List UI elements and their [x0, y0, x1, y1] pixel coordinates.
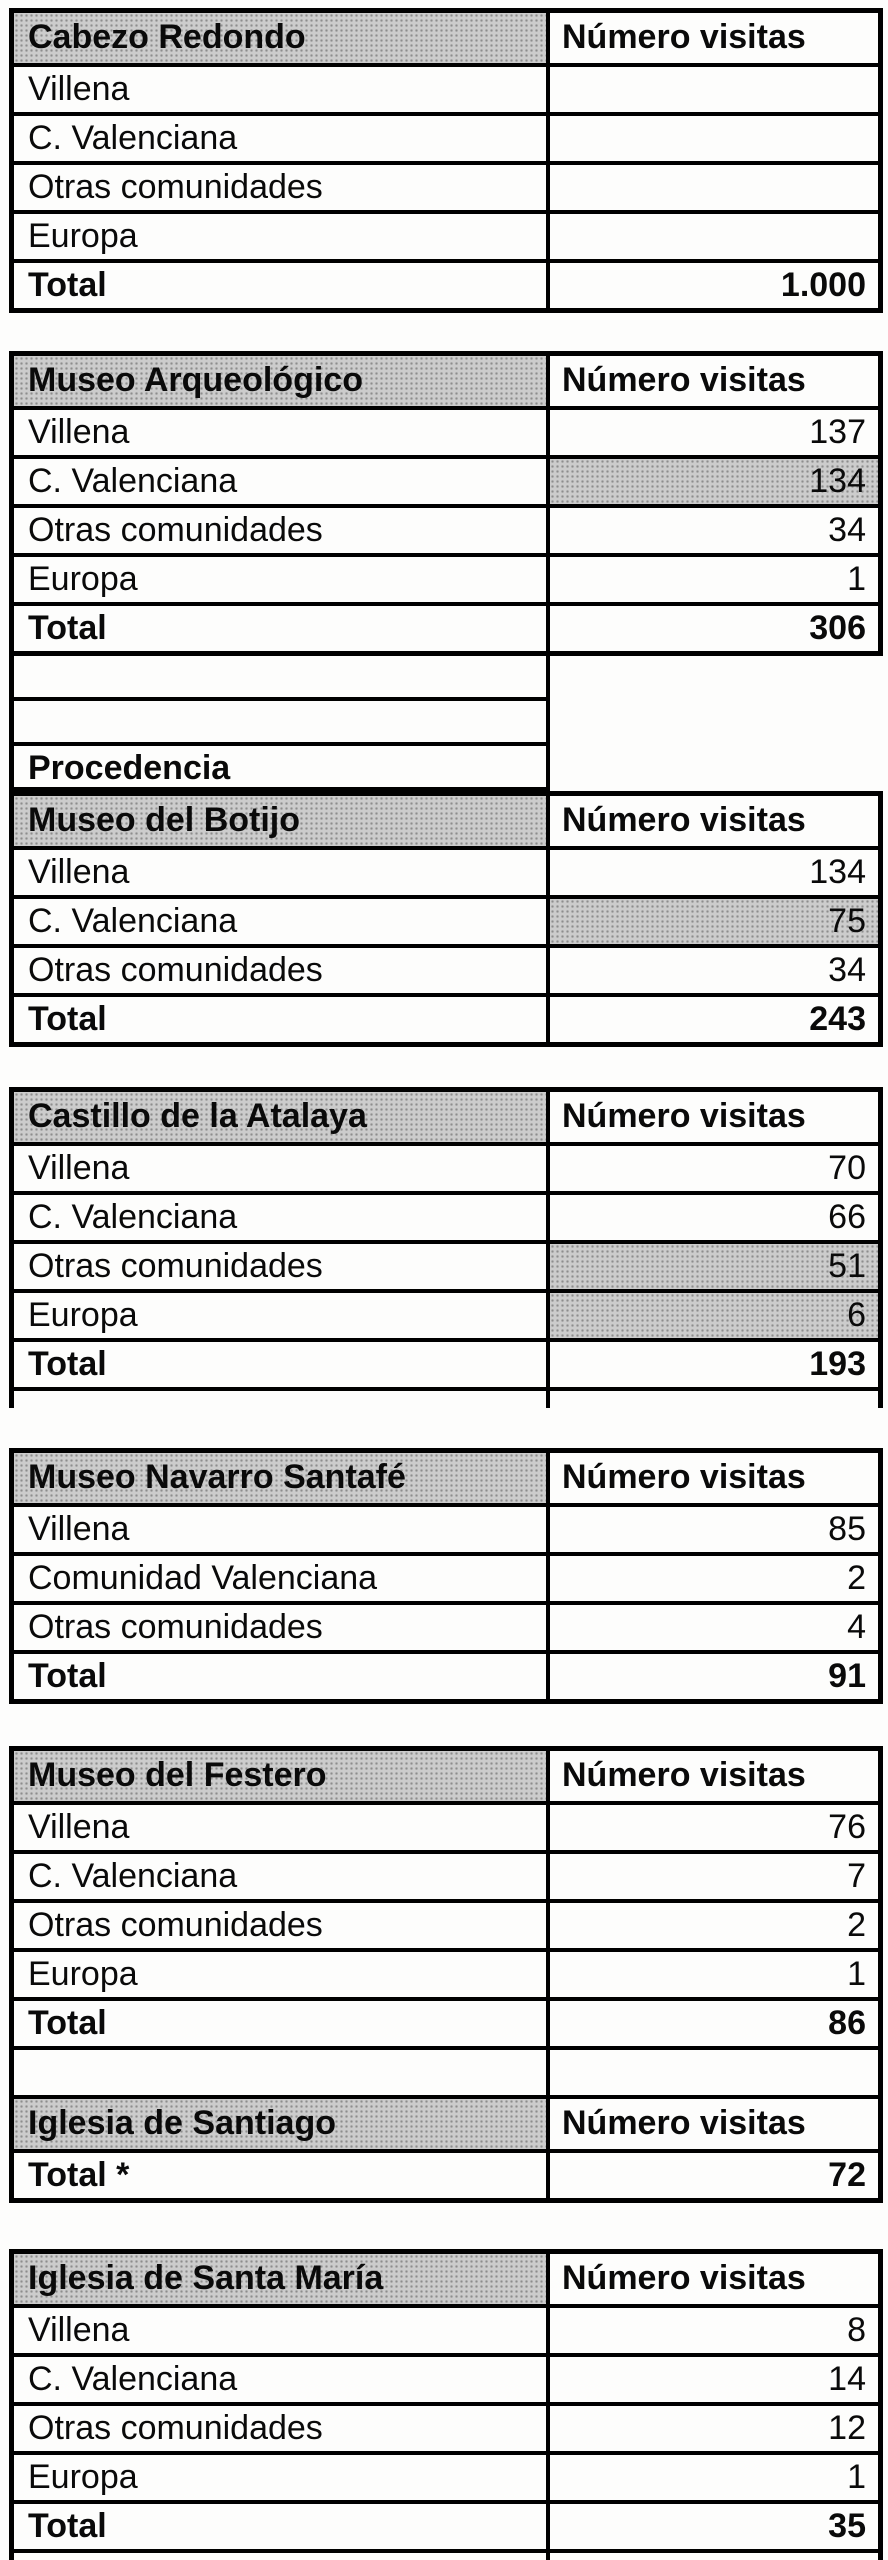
origin-label-cell: Europa	[14, 557, 550, 602]
iglesia-de-santa-maria-table	[9, 2249, 883, 2560]
total-value-cell: 1.000	[780, 266, 866, 304]
origin-label-cell: Otras comunidades	[14, 1903, 550, 1948]
visits-value-cell: 134	[809, 853, 866, 891]
visits-value-cell	[550, 2050, 878, 2095]
visits-value-cell: 2	[847, 1906, 866, 1944]
total-label-cell: Total	[14, 2001, 550, 2046]
visits-header-cell: Número visitas	[562, 361, 806, 399]
origin-label-cell: C. Valenciana	[14, 459, 550, 504]
table-row	[14, 2402, 878, 2451]
visits-header-cell: Número visitas	[562, 2259, 806, 2297]
origin-label-cell: Europa	[14, 1293, 550, 1338]
table-row	[14, 944, 878, 993]
visits-value-cell: 14	[828, 2360, 866, 2398]
visits-value-cell	[550, 746, 883, 791]
spacer-4	[9, 1704, 883, 1746]
header-row	[14, 13, 878, 63]
origin-label-cell	[9, 701, 550, 746]
header-row	[14, 2254, 878, 2304]
visits-value-cell: 12	[828, 2409, 866, 2447]
origin-label-cell: Villena	[14, 410, 550, 455]
visits-value-cell	[550, 67, 878, 112]
table-row	[14, 406, 878, 455]
spacer-1	[9, 313, 883, 351]
table-title-cell: Museo del Festero	[14, 1751, 550, 1801]
origin-label-cell: Otras comunidades	[14, 1605, 550, 1650]
table-row	[14, 2304, 878, 2353]
origin-label-cell: Otras comunidades	[14, 948, 550, 993]
origin-label-cell: Villena	[14, 1805, 550, 1850]
procedencia-section	[9, 656, 883, 791]
origin-label-cell: Comunidad Valenciana	[14, 1556, 550, 1601]
empty-row	[14, 2549, 878, 2560]
table-title-cell: Museo Arqueológico	[14, 356, 550, 406]
total-value-cell: 243	[809, 1000, 866, 1038]
empty-row	[9, 701, 883, 746]
total-value-cell: 35	[828, 2507, 866, 2545]
total-row	[14, 2500, 878, 2549]
spacer-2	[9, 1047, 883, 1087]
origin-label-cell: Otras comunidades	[14, 165, 550, 210]
procedencia-label: Procedencia	[9, 746, 550, 791]
table-row	[14, 895, 878, 944]
visits-value-cell: 70	[828, 1149, 866, 1187]
visits-value-cell: 75	[550, 899, 878, 944]
total-label-cell: Total	[14, 1654, 550, 1699]
total-row	[14, 993, 878, 1042]
visits-value-cell: 34	[828, 511, 866, 549]
origin-label-cell: Villena	[14, 1146, 550, 1191]
visits-header-cell: Número visitas	[562, 1097, 806, 1135]
total-row	[14, 1997, 878, 2046]
header-row	[14, 796, 878, 846]
total-label-cell: Total	[14, 2504, 550, 2549]
visits-value-cell: 66	[828, 1198, 866, 1236]
visits-value-cell: 137	[809, 413, 866, 451]
visits-value-cell: 51	[550, 1244, 878, 1289]
total-label-cell: Total	[14, 263, 550, 308]
empty-row	[14, 2046, 878, 2095]
total-value-cell: 72	[828, 2156, 866, 2194]
total-label-cell: Total	[14, 997, 550, 1042]
table-row	[14, 1850, 878, 1899]
total-label-cell: Total	[14, 1342, 550, 1387]
total-row	[14, 259, 878, 308]
origin-label-cell: Otras comunidades	[14, 508, 550, 553]
table-row	[14, 2451, 878, 2500]
header-row	[14, 1751, 878, 1801]
table-row	[14, 1289, 878, 1338]
visits-value-cell	[550, 116, 878, 161]
visits-value-cell	[550, 1391, 878, 1408]
table-row	[14, 2353, 878, 2402]
visits-value-cell	[550, 656, 883, 701]
table-title-cell: Iglesia de Santa María	[14, 2254, 550, 2304]
origin-label-cell: Villena	[14, 67, 550, 112]
visits-header-cell: Número visitas	[562, 1756, 806, 1794]
table-row	[14, 210, 878, 259]
visits-header-cell: Número visitas	[562, 18, 806, 56]
table-row	[14, 1503, 878, 1552]
total-row	[14, 602, 878, 651]
table-title-cell: Cabezo Redondo	[14, 13, 550, 63]
total-value-cell: 91	[828, 1657, 866, 1695]
table-row	[14, 553, 878, 602]
table-row	[14, 504, 878, 553]
castillo-de-la-atalaya-table	[9, 1087, 883, 1408]
table-row	[14, 1601, 878, 1650]
table-row	[14, 1801, 878, 1850]
visits-header-cell: Número visitas	[562, 801, 806, 839]
table-row	[14, 1552, 878, 1601]
table-title-cell: Iglesia de Santiago	[14, 2099, 550, 2149]
visits-value-cell	[550, 2553, 878, 2560]
origin-label-cell: Villena	[14, 850, 550, 895]
origin-label-cell	[9, 656, 550, 701]
visits-value-cell: 134	[550, 459, 878, 504]
empty-row	[9, 656, 883, 701]
table-row	[14, 1899, 878, 1948]
total-row	[14, 1650, 878, 1699]
header-row	[14, 356, 878, 406]
visits-value-cell: 1	[847, 2458, 866, 2496]
spacer-3	[9, 1408, 883, 1448]
origin-label-cell: C. Valenciana	[14, 899, 550, 944]
table-row	[14, 846, 878, 895]
table-row	[14, 63, 878, 112]
total-row	[14, 2149, 878, 2198]
table-row	[14, 1240, 878, 1289]
museo-del-festero-and-iglesia-de-santiago-table	[9, 1746, 883, 2203]
visits-header-cell: Número visitas	[562, 1458, 806, 1496]
origin-label-cell	[14, 2050, 550, 2095]
origin-label-cell: C. Valenciana	[14, 2357, 550, 2402]
visits-value-cell: 1	[847, 1955, 866, 1993]
table-row	[14, 455, 878, 504]
table-title-cell: Museo Navarro Santafé	[14, 1453, 550, 1503]
total-value-cell: 86	[828, 2004, 866, 2042]
header-row	[14, 1453, 878, 1503]
header-row	[14, 1092, 878, 1142]
origin-label-cell	[14, 2553, 550, 2560]
visits-value-cell	[550, 701, 883, 746]
table-row	[14, 112, 878, 161]
cabezo-redondo-table	[9, 8, 883, 313]
table-row	[14, 1191, 878, 1240]
origin-label-cell: Villena	[14, 1507, 550, 1552]
total-row	[14, 1338, 878, 1387]
border-stub-row	[14, 1387, 878, 1408]
origin-label-cell: Villena	[14, 2308, 550, 2353]
visits-value-cell: 7	[847, 1857, 866, 1895]
museo-arqueologico-table	[9, 351, 883, 656]
museo-navarro-santafe-table	[9, 1448, 883, 1704]
header-row	[14, 2095, 878, 2149]
total-value-cell: 306	[809, 609, 866, 647]
table-row	[14, 1142, 878, 1191]
museo-del-botijo-table	[9, 791, 883, 1047]
section-label-row	[9, 746, 883, 791]
visits-value-cell	[550, 165, 878, 210]
table-row	[14, 1948, 878, 1997]
spacer-5	[9, 2203, 883, 2249]
total-label-cell: Total	[14, 606, 550, 651]
visits-value-cell: 85	[828, 1510, 866, 1548]
origin-label-cell: Europa	[14, 214, 550, 259]
visits-value-cell: 2	[847, 1559, 866, 1597]
table-title-cell: Museo del Botijo	[14, 796, 550, 846]
visits-value-cell: 8	[847, 2311, 866, 2349]
visits-value-cell	[550, 214, 878, 259]
total-value-cell: 193	[809, 1345, 866, 1383]
origin-label-cell: Otras comunidades	[14, 2406, 550, 2451]
visits-value-cell: 6	[550, 1293, 878, 1338]
origin-label-cell: C. Valenciana	[14, 116, 550, 161]
origin-label-cell: Europa	[14, 1952, 550, 1997]
table-row	[14, 161, 878, 210]
origin-label-cell	[14, 1391, 550, 1408]
visits-value-cell: 1	[847, 560, 866, 598]
visits-value-cell: 4	[847, 1608, 866, 1646]
total-label-cell: Total *	[14, 2153, 550, 2198]
table-title-cell: Castillo de la Atalaya	[14, 1092, 550, 1142]
visits-value-cell: 34	[828, 951, 866, 989]
visits-value-cell: 76	[828, 1808, 866, 1846]
origin-label-cell: C. Valenciana	[14, 1195, 550, 1240]
origin-label-cell: C. Valenciana	[14, 1854, 550, 1899]
origin-label-cell: Otras comunidades	[14, 1244, 550, 1289]
origin-label-cell: Europa	[14, 2455, 550, 2500]
visits-header-cell: Número visitas	[562, 2104, 806, 2142]
